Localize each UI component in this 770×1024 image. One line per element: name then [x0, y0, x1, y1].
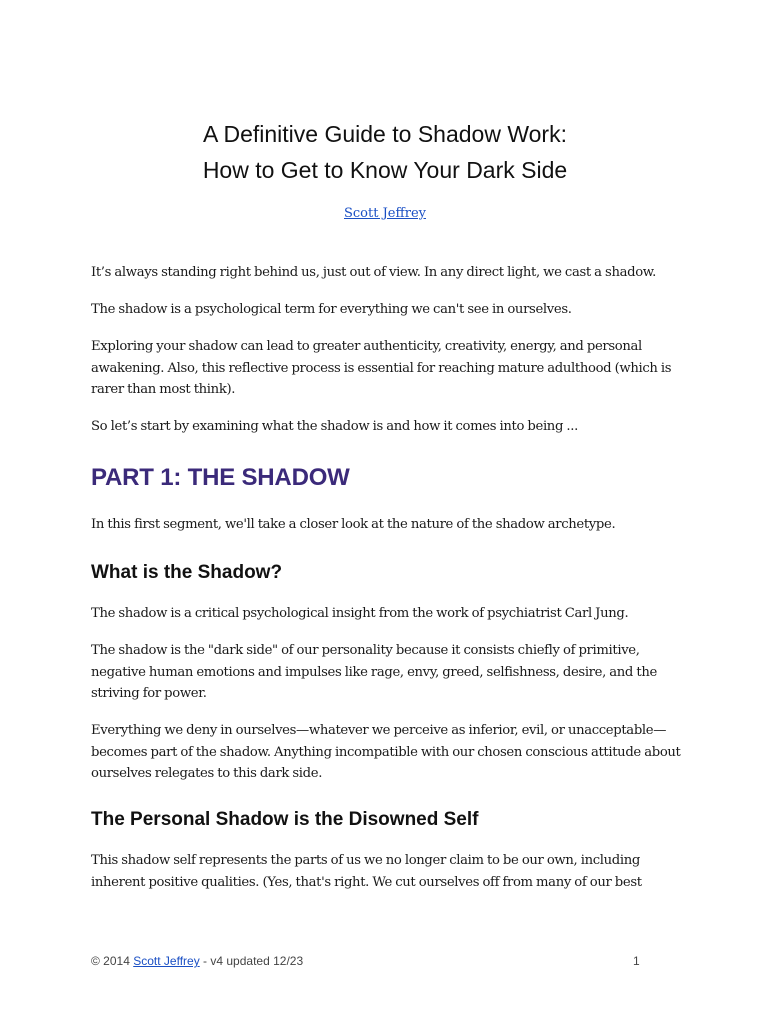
section-heading-what-is-shadow: What is the Shadow?: [91, 562, 283, 583]
doc-title-line-2: How to Get to Know Your Dark Side: [202, 157, 568, 183]
intro-paragraph-3: Exploring your shadow can lead to greater authenticity, creativity, energy, and personal awakening. Also, this reflective process is essential for reaching mature adulthood (which is rarer than most think).: [91, 339, 672, 397]
section-1-paragraph-1: The shadow is a critical psychological insight from the work of psychiatrist Carl Jung.: [91, 606, 629, 621]
author-byline: [0, 206, 770, 221]
footer-author-link[interactable]: Scott Jeffrey: [133, 954, 200, 968]
footer-credit: [91, 954, 303, 968]
section-2-paragraph-1: This shadow self represents the parts of us we no longer claim to be our own, including inherent positive qualities. (Yes, that's right. We cut ourselves off from many of our best: [91, 853, 642, 890]
part-1-heading: PART 1: THE SHADOW: [91, 464, 350, 491]
doc-title-line-1: A Definitive Guide to Shadow Work:: [203, 121, 567, 147]
intro-paragraph-4: So let’s start by examining what the shadow is and how it comes into being ...: [91, 419, 578, 434]
intro-paragraph-2: The shadow is a psychological term for everything we can't see in ourselves.: [91, 302, 572, 317]
footer-copyright: © 2014: [91, 954, 130, 968]
page-number: 1: [633, 954, 640, 968]
footer-version: - v4 updated 12/23: [203, 954, 304, 968]
section-1-paragraph-3: Everything we deny in ourselves—whatever we perceive as inferior, evil, or unacceptable—becomes part of the shadow. Anything incompatible with our chosen conscious attitude about ourselves relegates to this dark side.: [91, 723, 681, 781]
section-1-paragraph-2: The shadow is the "dark side" of our personality because it consists chiefly of primitive, negative human emotions and impulses like rage, envy, greed, selfishness, desire, and the striving for power.: [91, 643, 657, 701]
intro-paragraph-1: It’s always standing right behind us, just out of view. In any direct light, we cast a shadow.: [91, 265, 656, 280]
section-heading-personal-shadow: The Personal Shadow is the Disowned Self: [91, 809, 479, 830]
part-1-intro: In this first segment, we'll take a closer look at the nature of the shadow archetype.: [91, 517, 616, 532]
author-link[interactable]: Scott Jeffrey: [344, 206, 426, 221]
